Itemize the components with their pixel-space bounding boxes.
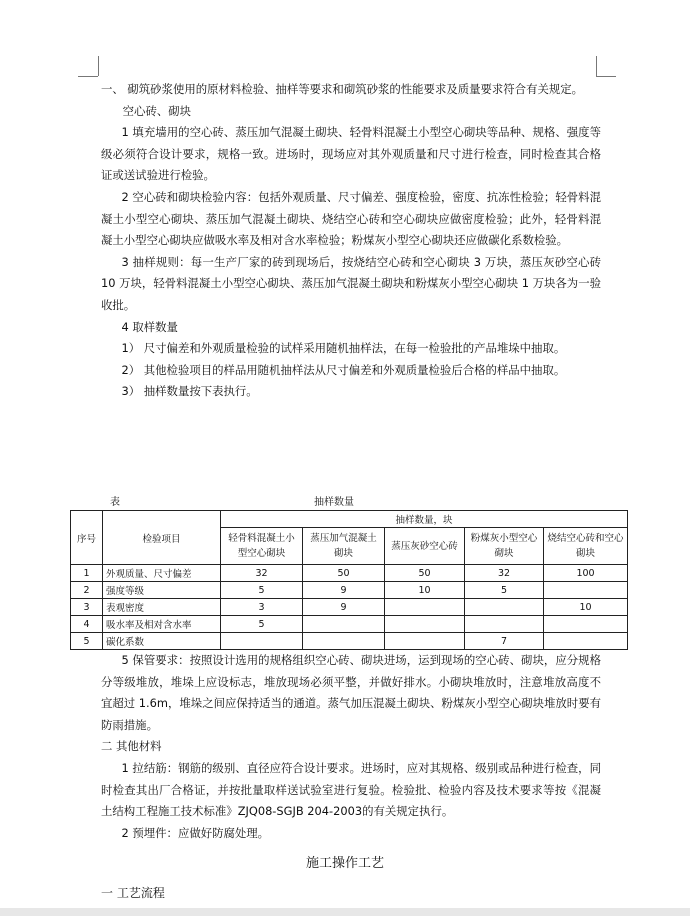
table-cell: 7 [465, 633, 544, 650]
table-cell [465, 599, 544, 616]
table-cell: 1 [71, 565, 103, 582]
paragraph-item-3: 3 抽样规则：每一生产厂家的砖到现场后，按烧结空心砖和空心砌块 3 万块，蒸压灰砂空心砖 10 万块，轻骨料混凝土小型空心砌块、蒸压加气混凝土砌块和粉煤灰小型空心砌块 1 万块各为一验收批。 [101, 254, 601, 312]
paragraph-sub-1: 1） 尺寸偏差和外观质量检验的试样采用随机抽样法，在每一检验批的产品堆垛中抽取。 [121, 341, 566, 356]
table-subheader: 烧结空心砖和空心砌块 [544, 528, 628, 565]
table-subheader: 蒸压加气混凝土砌块 [303, 528, 385, 565]
table-cell [385, 599, 465, 616]
body-text-after-table [101, 650, 601, 844]
paragraph-sub-3: 3） 抽样数量按下表执行。 [121, 384, 258, 399]
table-cell [544, 633, 628, 650]
table-cell [385, 616, 465, 633]
table-cell [465, 616, 544, 633]
paragraph-item-4: 4 取样数量 [121, 319, 178, 334]
paragraph-item-1: 1 填充墙用的空心砖、蒸压加气混凝土砌块、轻骨料混凝土小型空心砌块等品种、规格、强度等级必须符合设计要求，规格一致。进场时，现场应对其外观质量和尺寸进行检查，同时检查其合格证或送试验进行检验。 [101, 125, 601, 183]
table-cell: 吸水率及相对含水率 [103, 616, 221, 633]
table-row [71, 565, 628, 582]
section-title: 施工操作工艺 [305, 856, 384, 871]
table-cell [544, 616, 628, 633]
paragraph-sub-2: 2） 其他检验项目的样品用随机抽样法从尺寸偏差和外观质量检验后合格的样品中抽取。 [121, 362, 566, 377]
table-cell [303, 616, 385, 633]
table-cell: 外观质量、尺寸偏差 [103, 565, 221, 582]
table-row [71, 599, 628, 616]
sampling-table [70, 510, 628, 650]
table-cell [544, 582, 628, 599]
paragraph-embedded-parts: 2 预埋件：应做好防腐处理。 [121, 825, 270, 840]
table-cell: 强度等级 [103, 582, 221, 599]
process-flow-heading: 一 工艺流程 [101, 886, 165, 900]
table-cell: 50 [303, 565, 385, 582]
table-cell: 100 [544, 565, 628, 582]
crop-mark-top-left [78, 76, 98, 77]
table-cell: 50 [385, 565, 465, 582]
table-cell: 32 [465, 565, 544, 582]
table-caption-label: 表 [110, 497, 120, 508]
table-row [71, 616, 628, 633]
table-header-group: 抽样数量，块 [221, 511, 628, 528]
table-cell [385, 633, 465, 650]
table-header-item: 检验项目 [103, 511, 221, 565]
table-cell: 10 [544, 599, 628, 616]
table-cell: 5 [465, 582, 544, 599]
table-cell: 3 [221, 599, 303, 616]
table-header-seq: 序号 [71, 511, 103, 565]
crop-mark-top-left [98, 56, 99, 76]
table-cell: 9 [303, 599, 385, 616]
paragraph-storage: 5 保管要求：按照设计选用的规格组织空心砖、砌块进场，运到现场的空心砖、砌块，应分规格分等级堆放，堆垛上应设标志，堆放现场必须平整，并做好排水。小砌块堆放时，注意堆放高度不宜超过 1.6m，堆垛之间应保持适当的通道。蒸气加压混凝土砌块、粉煤灰小型空心砌块堆放时要有防雨措施。 [101, 653, 601, 732]
table-cell: 3 [71, 599, 103, 616]
table-cell: 5 [71, 633, 103, 650]
paragraph-tie-bars: 1 拉结筋：钢筋的级别、直径应符合设计要求。进场时，应对其规格、级别或品种进行检查，同时检查其出厂合格证，并按批量取样送试验室进行复验。检验批、检验内容及技术要求等按《混凝土结构工程施工技术标准》ZJQ08-SGJB 204-2003的有关规定执行。 [101, 760, 601, 819]
table-subheader: 粉煤灰小型空心砌块 [465, 528, 544, 565]
table-cell: 9 [303, 582, 385, 599]
subheading-blocks: 空心砖、砌块 [122, 103, 192, 118]
table-cell: 10 [385, 582, 465, 599]
table-cell [221, 633, 303, 650]
table-cell: 32 [221, 565, 303, 582]
table-cell: 碳化系数 [103, 633, 221, 650]
window-bottom-bar [0, 908, 690, 916]
table-row [71, 633, 628, 650]
table-subheader: 蒸压灰砂空心砖 [385, 528, 465, 565]
table-cell: 5 [221, 616, 303, 633]
table-cell: 2 [71, 582, 103, 599]
heading-other-materials: 二 其他材料 [101, 739, 162, 754]
table-row [71, 582, 628, 599]
crop-mark-top-right [596, 76, 616, 77]
paragraph-mortar: 一、 砌筑砂浆使用的原材料检验、抽样等要求和砌筑砂浆的性能要求及质量要求符合有关规定。 [101, 82, 584, 96]
paragraph-item-2: 2 空心砖和砌块检验内容：包括外观质量、尺寸偏差、强度检验，密度、抗冻性检验；轻骨料混凝土小型空心砌块、蒸压加气混凝土砌块、烧结空心砖和空心砌块应做密度检验；此外，轻骨料混凝土小型空心砌块应做吸水率及相对含水率检验；粉煤灰小型空心砌块还应做碳化系数检验。 [101, 189, 601, 248]
table-cell: 5 [221, 582, 303, 599]
crop-mark-top-right [596, 56, 597, 76]
table-cell [303, 633, 385, 650]
table-subheader: 轻骨料混凝土小型空心砌块 [221, 528, 303, 565]
table-caption-title: 抽样数量 [314, 497, 354, 508]
table-cell: 4 [71, 616, 103, 633]
body-text [101, 79, 601, 403]
table-cell: 表观密度 [103, 599, 221, 616]
